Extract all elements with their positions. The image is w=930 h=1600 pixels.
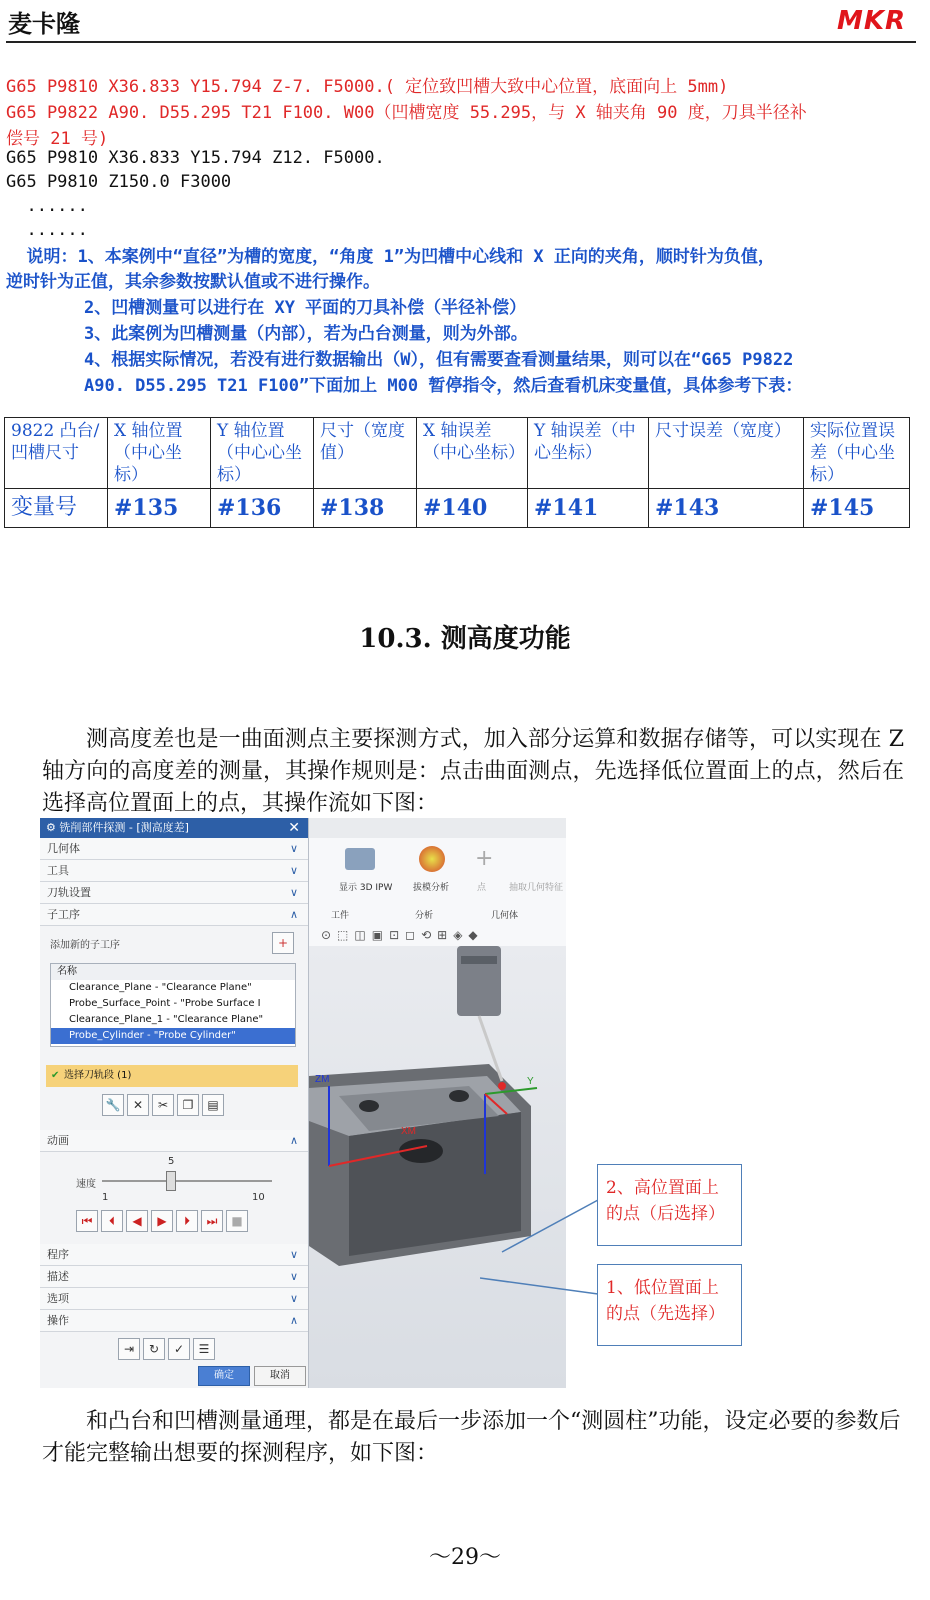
path-toolbar bbox=[102, 1094, 227, 1116]
axis-zm-label: ZM bbox=[315, 1074, 330, 1085]
table-header: 9822 凸台/凹槽尺寸 bbox=[5, 418, 108, 489]
chevron-down-icon: ∨ bbox=[289, 864, 298, 877]
speed-label: 速度 bbox=[76, 1179, 96, 1190]
code-line-5: G65 P9810 Z150.0 F3000 bbox=[6, 172, 232, 192]
table-header: Y 轴位置（中心心坐标） bbox=[211, 418, 314, 489]
axis-xm-label: XM bbox=[401, 1126, 416, 1137]
wrench-icon[interactable]: 🔧 bbox=[102, 1094, 124, 1116]
callout-high-point: 2、高位置面上的点（后选择） bbox=[597, 1164, 742, 1246]
select-path-row[interactable]: ✔ 选择刀轨段 (1) bbox=[46, 1065, 298, 1087]
list-item-selected[interactable]: Probe_Cylinder - "Probe Cylinder" bbox=[51, 1028, 295, 1044]
reverse-icon[interactable]: ◀ bbox=[126, 1210, 148, 1232]
ipw-label[interactable]: 显示 3D IPW bbox=[339, 883, 393, 893]
table-header: 尺寸误差（宽度） bbox=[649, 418, 804, 489]
variable-table bbox=[4, 417, 910, 528]
extract-label[interactable]: 抽取几何特征 bbox=[509, 883, 564, 893]
first-frame-icon[interactable]: ⏮ bbox=[76, 1210, 98, 1232]
table-header: X 轴位置（中心坐标） bbox=[108, 418, 211, 489]
group-description[interactable]: 描述 ∨ bbox=[40, 1266, 308, 1288]
group-options[interactable]: 选项 ∨ bbox=[40, 1288, 308, 1310]
speed-value: 5 bbox=[168, 1156, 175, 1167]
step-forward-icon[interactable]: ⏵ bbox=[176, 1210, 198, 1232]
draft-label[interactable]: 拔模分析 bbox=[413, 883, 450, 893]
axis-y-label: Y bbox=[527, 1076, 534, 1087]
group-subop[interactable]: 子工序 ∧ bbox=[40, 904, 308, 926]
add-subop-button[interactable]: + bbox=[272, 932, 294, 954]
paragraph-cylinder: 和凸台和凹槽测量通理，都是在最后一步添加一个“测圆柱”功能，设定必要的参数后才能完整输出想要的探测程序，如下图： bbox=[42, 1409, 901, 1466]
ipw-icon[interactable] bbox=[345, 848, 375, 870]
table-cell: #138 bbox=[314, 489, 417, 528]
playback-controls bbox=[76, 1210, 251, 1232]
code-line-3: 偿号 21 号) bbox=[6, 129, 109, 149]
draft-analysis-icon[interactable] bbox=[419, 846, 445, 872]
chevron-down-icon: ∨ bbox=[289, 886, 298, 899]
code-line-6: ...... bbox=[6, 196, 88, 216]
table-header: X 轴误差（中心坐标） bbox=[417, 418, 528, 489]
delete-icon[interactable]: ✕ bbox=[127, 1094, 149, 1116]
brand-logo: MKR bbox=[836, 6, 906, 36]
view-toolbar[interactable]: ⊙⬚◫▣⊡◻⟲⊞◈◆ bbox=[321, 928, 484, 942]
chevron-down-icon: ∨ bbox=[289, 1270, 298, 1283]
copy-icon[interactable]: ❐ bbox=[177, 1094, 199, 1116]
chevron-down-icon: ∨ bbox=[289, 1292, 298, 1305]
generate-icon[interactable]: ⇥ bbox=[118, 1338, 140, 1360]
code-line-4: G65 P9810 X36.833 Y15.794 Z12. F5000. bbox=[6, 148, 385, 168]
paste-icon[interactable]: ▤ bbox=[202, 1094, 224, 1116]
replay-icon[interactable]: ↻ bbox=[143, 1338, 165, 1360]
check-icon: ✔ bbox=[51, 1070, 60, 1081]
analysis-label: 分析 bbox=[415, 911, 434, 921]
chevron-down-icon: ∨ bbox=[289, 1248, 298, 1261]
table-cell: #141 bbox=[528, 489, 649, 528]
dialog-title: 铣削部件探测 - [测高度差] bbox=[59, 821, 189, 834]
group-actions[interactable]: 操作 ∧ bbox=[40, 1310, 308, 1332]
dialog-titlebar bbox=[40, 818, 308, 838]
add-subop-label: 添加新的子工序 bbox=[50, 940, 120, 951]
table-header: 尺寸（宽度值） bbox=[314, 418, 417, 489]
probe-tip bbox=[498, 1082, 506, 1090]
list-item[interactable]: Probe_Surface_Point - "Probe Surface I bbox=[69, 998, 261, 1009]
group-program[interactable]: 程序 ∨ bbox=[40, 1244, 308, 1266]
code-line-2: G65 P9822 A90. D55.295 T21 F100. W00（凹槽宽度 55.295，与 X 轴夹角 90 度，刀具半径补 bbox=[6, 103, 807, 123]
list-item[interactable]: Clearance_Plane - "Clearance Plane" bbox=[69, 982, 252, 993]
subop-list[interactable] bbox=[50, 963, 296, 1047]
chevron-up-icon: ∧ bbox=[289, 908, 298, 921]
speed-max: 10 bbox=[252, 1192, 265, 1203]
scissors-icon[interactable]: ✂ bbox=[152, 1094, 174, 1116]
code-line-1: G65 P9810 X36.833 Y15.794 Z-7. F5000.( 定位致凹槽大致中心位置，底面向上 5mm) bbox=[6, 77, 729, 97]
list-icon[interactable]: ☰ bbox=[193, 1338, 215, 1360]
stop-icon[interactable]: ■ bbox=[226, 1210, 248, 1232]
chevron-up-icon: ∧ bbox=[289, 1134, 298, 1147]
table-cell: #135 bbox=[108, 489, 211, 528]
header-divider bbox=[6, 41, 916, 43]
nx-ribbon bbox=[309, 838, 566, 947]
list-header: 名称 bbox=[51, 964, 295, 980]
note-line-3: 2、凹槽测量可以进行在 XY 平面的刀具补偿（半径补偿） bbox=[84, 298, 527, 318]
note-line-2: 逆时针为正值，其余参数按默认值或不进行操作。 bbox=[6, 272, 380, 292]
table-cell: #140 bbox=[417, 489, 528, 528]
group-geometry[interactable]: 几何体 ∨ bbox=[40, 838, 308, 860]
step-back-icon[interactable]: ⏴ bbox=[101, 1210, 123, 1232]
point-icon[interactable]: + bbox=[475, 846, 494, 871]
note-line-6: A90. D55.295 T21 F100”下面加上 M00 暂停指令，然后查看机床变量值，具体参考下表： bbox=[84, 376, 803, 396]
group-path-settings[interactable]: 刀轨设置 ∨ bbox=[40, 882, 308, 904]
group-tool[interactable]: 工具 ∨ bbox=[40, 860, 308, 882]
ok-button[interactable]: 确定 bbox=[198, 1366, 250, 1386]
gear-icon: ⚙ bbox=[46, 821, 56, 834]
action-toolbar bbox=[118, 1338, 218, 1360]
play-icon[interactable]: ▶ bbox=[151, 1210, 173, 1232]
nx-screenshot bbox=[40, 818, 566, 1388]
code-line-7: ...... bbox=[6, 220, 88, 240]
last-frame-icon[interactable]: ⏭ bbox=[201, 1210, 223, 1232]
point-label[interactable]: 点 bbox=[477, 883, 487, 893]
note-line-1: 说明：1、本案例中“直径”为槽的宽度，“角度 1”为凹槽中心线和 X 正向的夹角，顺时针为负值， bbox=[6, 247, 775, 267]
section-title: 10.3. 测高度功能 bbox=[359, 624, 571, 654]
speed-slider-track[interactable] bbox=[102, 1180, 272, 1182]
table-cell: #136 bbox=[211, 489, 314, 528]
paragraph-intro: 测高度差也是一曲面测点主要探测方式，加入部分运算和数据存储等，可以实现在 Z 轴方向的高度差的测量，其操作规则是：点击曲面测点，先选择低位置面上的点，然后在选择高位置面上的点，其操作流如下图： bbox=[42, 727, 904, 816]
close-icon[interactable]: ✕ bbox=[288, 820, 300, 836]
table-cell: 变量号 bbox=[5, 489, 108, 528]
probe-dialog bbox=[40, 818, 309, 1388]
speed-min: 1 bbox=[102, 1192, 109, 1203]
table-cell: #143 bbox=[649, 489, 804, 528]
verify-icon[interactable]: ✓ bbox=[168, 1338, 190, 1360]
header-title: 麦卡隆 bbox=[8, 10, 80, 38]
table-header: Y 轴误差（中心坐标） bbox=[528, 418, 649, 489]
table-cell: #145 bbox=[804, 489, 910, 528]
page-number: ～29～ bbox=[429, 1545, 501, 1570]
chevron-down-icon: ∨ bbox=[289, 842, 298, 855]
callout-low-point: 1、低位置面上的点（先选择） bbox=[597, 1264, 742, 1346]
list-item[interactable]: Clearance_Plane_1 - "Clearance Plane" bbox=[69, 1014, 264, 1025]
note-line-5: 4、根据实际情况，若没有进行数据输出（W），但有需要查看测量结果，则可以在“G65 P9822 bbox=[84, 350, 794, 370]
workpiece-label: 工件 bbox=[331, 911, 350, 921]
cancel-button[interactable]: 取消 bbox=[254, 1366, 306, 1386]
chevron-up-icon: ∧ bbox=[289, 1314, 298, 1327]
speed-slider-handle[interactable] bbox=[166, 1171, 176, 1191]
note-line-4: 3、此案例为凹槽测量（内部），若为凸台测量，则为外部。 bbox=[84, 324, 528, 344]
table-header: 实际位置误差（中心坐标） bbox=[804, 418, 910, 489]
geometry-label: 几何体 bbox=[491, 911, 519, 921]
group-animation[interactable]: 动画 ∧ bbox=[40, 1130, 308, 1152]
